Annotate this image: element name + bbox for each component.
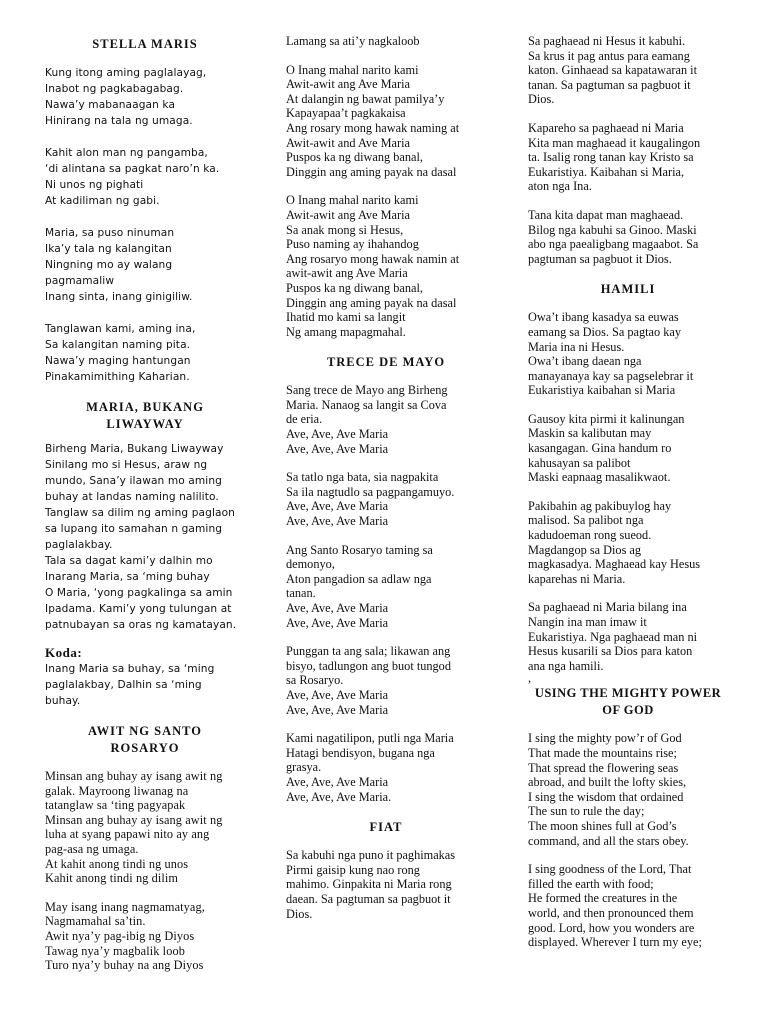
stanza bbox=[528, 731, 728, 848]
lyric-line: Kapayapaa’t pagkakaisa bbox=[286, 106, 406, 121]
lyric-line: Maskin sa kalibutan may bbox=[528, 426, 652, 441]
lyric-line: That made the mountains rise; bbox=[528, 745, 677, 760]
lyric-line: daean. Sa pagtuman sa pagbuot it bbox=[286, 891, 451, 906]
hamili-lyrics bbox=[528, 310, 728, 686]
stanza bbox=[528, 862, 728, 950]
lyric-line: abroad, and built the lofty skies, bbox=[528, 775, 687, 790]
lyric-line: luha at syang papawi nito ay ang bbox=[45, 827, 210, 842]
title-line: OF GOD bbox=[602, 703, 654, 718]
lyric-line: He formed the creatures in the bbox=[528, 891, 678, 906]
lyric-line: Sang trece de Mayo ang Birheng bbox=[286, 383, 448, 398]
lyric-line: Inabot ng pagkabagabag. bbox=[45, 83, 184, 95]
title-line: ROSARYO bbox=[110, 741, 180, 755]
lyric-line: malisod. Sa palibot nga bbox=[528, 513, 644, 528]
lyric-line: The sun to rule the day; bbox=[528, 804, 645, 819]
lyric-line: Pirmi gaisip kung nao rong bbox=[286, 862, 420, 877]
lyric-line: That spread the flowering seas bbox=[528, 760, 679, 775]
lyric-line: tanan. Sa pagtuman sa pagbuot it bbox=[528, 77, 691, 92]
lyric-line: Hatagi bendisyon, bugana nga bbox=[286, 745, 435, 760]
lyric-line: kaparehas ni Maria. bbox=[528, 571, 626, 586]
lyric-line: Sa paghaead ni Hesus it kabuhi. bbox=[528, 34, 686, 48]
lyric-line: Maria ina ni Hesus. bbox=[528, 339, 625, 354]
stanza bbox=[286, 543, 486, 631]
lyric-line: Sa krus it pag antus para eamang bbox=[528, 48, 690, 63]
lyric-line: At dalangin ng bawat pamilya’y bbox=[286, 91, 445, 106]
lyric-line: Kahit anong tindi ng dilim bbox=[45, 871, 179, 886]
song-title-hamili: HAMILI bbox=[600, 282, 656, 297]
lyric-line: mahimo. Ginpakita ni Maria rong bbox=[286, 877, 452, 892]
lyric-line: Pakibahin ag pakibuylog hay bbox=[528, 498, 672, 513]
lyric-line: ta. Isalig rong tanan kay Kristo sa bbox=[528, 150, 694, 165]
lyric-line: patnubayan sa oras ng kamatayan. bbox=[45, 619, 237, 631]
koda-lyrics bbox=[45, 661, 245, 709]
lyric-line: Ave, Ave, Ave Maria bbox=[286, 441, 389, 456]
lyric-line: Maski eapnaag masalikwaot. bbox=[528, 470, 671, 485]
lyric-line: O Inang mahal narito kami bbox=[286, 62, 419, 77]
song-title-maria-bukang-liwayway bbox=[45, 399, 245, 433]
lyric-line: May isang inang nagmamatyag, bbox=[45, 899, 205, 914]
title-line: LIWAYWAY bbox=[106, 417, 184, 431]
lyric-line: O Maria, ‘yong pagkalinga sa amin bbox=[45, 587, 233, 599]
lyric-line: Ihatid mo kami sa langit bbox=[286, 310, 406, 325]
lyric-line: Lamang sa ati’y nagkaloob bbox=[286, 34, 420, 48]
lyric-line: Ave, Ave, Ave Maria. bbox=[286, 789, 392, 804]
stanza bbox=[286, 34, 486, 49]
lyric-line: kadudoeman rong sueod. bbox=[528, 528, 652, 543]
lyric-line: kahusayan sa palibot bbox=[528, 455, 631, 470]
lyric-line: At kadiliman ng gabi. bbox=[45, 195, 160, 207]
lyric-line: Turo nya’y buhay na ang Diyos bbox=[45, 958, 204, 973]
lyric-line: Awit-awit ang Ave Maria bbox=[286, 77, 410, 92]
stanza bbox=[45, 65, 245, 129]
lyric-line: Eukaristiya. Kaibahan si Maria, bbox=[528, 164, 685, 179]
lyric-line: Maria, sa puso ninuman bbox=[45, 227, 175, 239]
lyric-line: awit-awit ang Ave Maria bbox=[286, 266, 408, 281]
lyric-line: Bilog nga kabuhi sa Ginoo. Maski bbox=[528, 222, 697, 237]
lyric-line: paglalakbay. bbox=[45, 539, 113, 551]
lyric-line: Minsan ang buhay ay isang awit ng bbox=[45, 769, 223, 783]
lyric-line: Ni unos ng pighati bbox=[45, 179, 144, 191]
lyric-line: Kami nagatilipon, putli nga Maria bbox=[286, 731, 454, 746]
lyric-line: Sa paghaead ni Maria bilang ina bbox=[528, 600, 687, 615]
lyric-line: Ipadama. Kami’y yong tulungan at bbox=[45, 603, 232, 615]
song-title-stella-maris: STELLA MARIS bbox=[92, 37, 198, 51]
lyric-line: manayanaya kay sa pagselebrar it bbox=[528, 368, 694, 383]
lyric-line: At kahit anong tindi ng unos bbox=[45, 856, 189, 871]
lyric-line: Ave, Ave, Ave Maria bbox=[286, 601, 389, 615]
lyric-line: Sa ila nagtudlo sa pagpangamuyo. bbox=[286, 484, 455, 499]
lyric-line: demonyo, bbox=[286, 557, 335, 572]
stella-maris-lyrics bbox=[45, 65, 245, 385]
song-title-using-the-mighty-power-of-god bbox=[528, 685, 728, 719]
lyric-line: Ng amang mapagmahal. bbox=[286, 324, 406, 339]
lyric-line: Sa kabuhi nga puno it paghimakas bbox=[286, 848, 456, 863]
lyric-line: I sing goodness of the Lord, That bbox=[528, 862, 692, 877]
lyric-line: abo nga paealigbang magaabot. Sa bbox=[528, 237, 699, 252]
lyric-line: sa Rosaryo. bbox=[286, 673, 344, 688]
song-title-awit-ng-santo-rosaryo bbox=[45, 723, 245, 757]
stanza bbox=[286, 63, 486, 180]
stanza bbox=[528, 121, 728, 194]
lyric-line: Kita man maghaead it kaugalingon bbox=[528, 135, 701, 150]
lyric-line: magkasadya. Maghaead kay Hesus bbox=[528, 557, 701, 572]
stanza bbox=[45, 900, 245, 973]
awit-continued-lyrics bbox=[286, 34, 486, 339]
lyric-line: world, and then pronounced them bbox=[528, 905, 694, 920]
lyric-line: Kahit alon man ng pangamba, bbox=[45, 147, 208, 159]
lyric-line: galak. Mayroong liwanag na bbox=[45, 783, 189, 798]
lyric-line: I sing the wisdom that ordained bbox=[528, 789, 684, 804]
stanza bbox=[528, 412, 728, 485]
lyric-line: Sa anak mong si Hesus, bbox=[286, 222, 404, 237]
lyric-line: Ningning mo ay walang bbox=[45, 259, 173, 271]
lyric-line: tatanglaw sa ‘ting pagyapak bbox=[45, 798, 186, 813]
lyric-line: buhay at landas naming nalilito. bbox=[45, 491, 219, 503]
awit-ng-santo-rosaryo-lyrics bbox=[45, 769, 245, 973]
stanza bbox=[45, 321, 245, 385]
lyric-line: bisyo, tadlungon ang buot tungod bbox=[286, 658, 451, 673]
title-line: AWIT NG SANTO bbox=[88, 724, 202, 738]
lyric-line: Nangin ina man imaw it bbox=[528, 615, 647, 629]
lyric-line: Inang Maria sa buhay, sa ‘ming bbox=[45, 663, 215, 675]
title-line: USING THE MIGHTY POWER bbox=[534, 686, 722, 701]
lyric-line: Eukaristiya. Nga paghaead man ni bbox=[528, 629, 698, 644]
lyric-line: grasya. bbox=[286, 760, 322, 775]
lyric-line: katon. Ginhaead sa kapatawaran it bbox=[528, 63, 698, 78]
lyric-line: command, and all the stars obey. bbox=[528, 833, 689, 848]
fiat-continued-lyrics bbox=[528, 34, 728, 266]
lyric-line: de eria. bbox=[286, 412, 323, 427]
stanza bbox=[528, 600, 728, 686]
lyric-line: Awit-awit ang Ave Maria bbox=[286, 207, 410, 222]
lyric-line: Ang rosaryo mong hawak namin at bbox=[286, 251, 460, 266]
lyric-line: Pinakamimithing Kaharian. bbox=[45, 371, 190, 383]
stanza bbox=[286, 644, 486, 717]
lyric-line: Puspos ka ng diwang banal, bbox=[286, 150, 423, 165]
lyric-line: Inarang Maria, sa ‘ming buhay bbox=[45, 571, 210, 583]
lyric-line: Ave, Ave, Ave Maria bbox=[286, 615, 389, 630]
lyric-line: Kapareho sa paghaead ni Maria bbox=[528, 120, 684, 135]
lyric-line: aton nga Ina. bbox=[528, 179, 592, 194]
lyric-line: Dinggin ang aming payak na dasal bbox=[286, 295, 457, 310]
lyric-line: pag-asa ng umaga. bbox=[45, 841, 139, 856]
stanza bbox=[528, 34, 728, 107]
lyric-line: Gausoy kita pirmi it kalinungan bbox=[528, 411, 685, 426]
lyric-line: Sa kalangitan naming pita. bbox=[45, 339, 191, 351]
lyric-line: Tana kita dapat man maghaead. bbox=[528, 207, 684, 222]
lyric-line: Tanglaw sa dilim ng aming paglaon bbox=[45, 507, 235, 519]
lyric-line: Aton pangadion sa adlaw nga bbox=[286, 571, 432, 586]
lyric-line: Magdangop sa Dios ag bbox=[528, 542, 642, 557]
lyric-line: kasangagan. Gina handum ro bbox=[528, 441, 672, 456]
lyric-line: Ave, Ave, Ave Maria bbox=[286, 687, 389, 702]
stanza bbox=[528, 499, 728, 587]
lyric-line: , bbox=[528, 671, 532, 686]
lyric-line: eamang sa Dios. Sa pagtao kay bbox=[528, 324, 681, 339]
lyric-line: filled the earth with food; bbox=[528, 876, 654, 891]
lyric-line: Tanglawan kami, aming ina, bbox=[45, 323, 196, 335]
lyric-line: Sa tatlo nga bata, sia nagpakita bbox=[286, 470, 439, 485]
trece-de-mayo-lyrics bbox=[286, 383, 486, 804]
koda-heading: Koda: bbox=[45, 645, 83, 660]
stanza bbox=[286, 193, 486, 339]
lyric-line: ana nga hamili. bbox=[528, 658, 604, 673]
lyric-line: Ika’y tala ng kalangitan bbox=[45, 243, 172, 255]
mighty-power-lyrics bbox=[528, 731, 728, 949]
lyric-line: pagmamaliw bbox=[45, 275, 115, 287]
lyric-line: Ave, Ave, Ave Maria bbox=[286, 702, 389, 717]
stanza bbox=[528, 208, 728, 266]
lyric-line: Nagmamahal sa’tin. bbox=[45, 914, 146, 929]
lyric-line: Nawa’y maging hantungan bbox=[45, 355, 191, 367]
lyric-line: Awit nya’y pag-ibig ng Diyos bbox=[45, 928, 195, 943]
lyric-line: Maria. Nanaog sa langit sa Cova bbox=[286, 397, 447, 412]
lyric-line: Dios. bbox=[286, 906, 313, 921]
lyric-line: Ang Santo Rosaryo taming sa bbox=[286, 542, 433, 557]
column-left bbox=[45, 30, 245, 973]
stanza bbox=[528, 310, 728, 398]
lyric-line: The moon shines full at God’s bbox=[528, 818, 677, 833]
maria-bukang-liwayway-lyrics bbox=[45, 441, 245, 633]
lyric-line: Eukaristiya kaibahan si Maria bbox=[528, 383, 676, 398]
lyric-line: ‘di alintana sa pagkat naro’n ka. bbox=[45, 163, 220, 175]
lyric-line: Nawa’y mabanaagan ka bbox=[45, 99, 176, 111]
lyric-line: Owa’t ibang daean nga bbox=[528, 354, 642, 369]
lyric-line: Ave, Ave, Ave Maria bbox=[286, 774, 389, 789]
lyric-line: mundo, Sana’y ilawan mo aming bbox=[45, 475, 222, 487]
lyric-line: Tala sa dagat kami’y dalhin mo bbox=[45, 555, 213, 567]
lyric-line: sa lupang ito samahan n gaming bbox=[45, 523, 223, 535]
stanza bbox=[45, 769, 245, 886]
fiat-lyrics bbox=[286, 848, 486, 921]
lyric-line: Hesus kusarili sa Dios para katon bbox=[528, 644, 693, 659]
lyric-line: Hinirang na tala ng umaga. bbox=[45, 115, 193, 127]
lyric-line: Birheng Maria, Bukang Liwayway bbox=[45, 443, 224, 455]
stanza bbox=[286, 470, 486, 528]
stanza bbox=[286, 731, 486, 804]
title-line: MARIA, BUKANG bbox=[86, 400, 204, 414]
song-title-fiat: FIAT bbox=[369, 820, 403, 835]
lyric-line: buhay. bbox=[45, 695, 81, 707]
lyric-line: paglalakbay, Dalhin sa ‘ming bbox=[45, 679, 202, 691]
stanza bbox=[286, 383, 486, 456]
song-title-trece-de-mayo: TRECE DE MAYO bbox=[326, 355, 446, 370]
lyric-line: Awit-awit and Ave Maria bbox=[286, 135, 410, 150]
lyric-line: Kung itong aming paglalayag, bbox=[45, 67, 207, 79]
lyric-line: Puso naming ay ihahandog bbox=[286, 237, 419, 252]
lyric-line: Ave, Ave, Ave Maria bbox=[286, 427, 389, 442]
lyric-line: Punggan ta ang sala; likawan ang bbox=[286, 644, 451, 659]
lyric-line: Ang rosary mong hawak naming at bbox=[286, 120, 460, 135]
lyric-line: Puspos ka ng diwang banal, bbox=[286, 280, 423, 295]
lyric-line: Sinilang mo si Hesus, araw ng bbox=[45, 459, 208, 471]
lyric-line: Ave, Ave, Ave Maria bbox=[286, 514, 389, 529]
lyric-line: Dinggin ang aming payak na dasal bbox=[286, 164, 457, 179]
stanza bbox=[45, 145, 245, 209]
lyric-line: I sing the mighty pow’r of God bbox=[528, 731, 682, 746]
lyric-line: Tawag nya’y magbalik loob bbox=[45, 943, 185, 958]
lyric-line: displayed. Wherever I turn my eye; bbox=[528, 935, 702, 950]
stanza bbox=[45, 225, 245, 305]
lyric-line: pagtuman sa pagbuot it Dios. bbox=[528, 251, 672, 266]
lyric-line: Ave, Ave, Ave Maria bbox=[286, 499, 389, 514]
lyric-line: good. Lord, how you wonders are bbox=[528, 920, 695, 935]
column-middle bbox=[286, 30, 486, 921]
lyric-line: O Inang mahal narito kami bbox=[286, 193, 419, 208]
lyric-line: Dios. bbox=[528, 92, 555, 107]
lyric-line: Owa’t ibang kasadya sa euwas bbox=[528, 310, 679, 325]
column-right bbox=[528, 30, 728, 950]
lyric-line: tanan. bbox=[286, 586, 316, 601]
lyric-line: Inang sinta, inang ginigiliw. bbox=[45, 291, 193, 303]
lyric-line: Minsan ang buhay ay isang awit ng bbox=[45, 812, 223, 827]
